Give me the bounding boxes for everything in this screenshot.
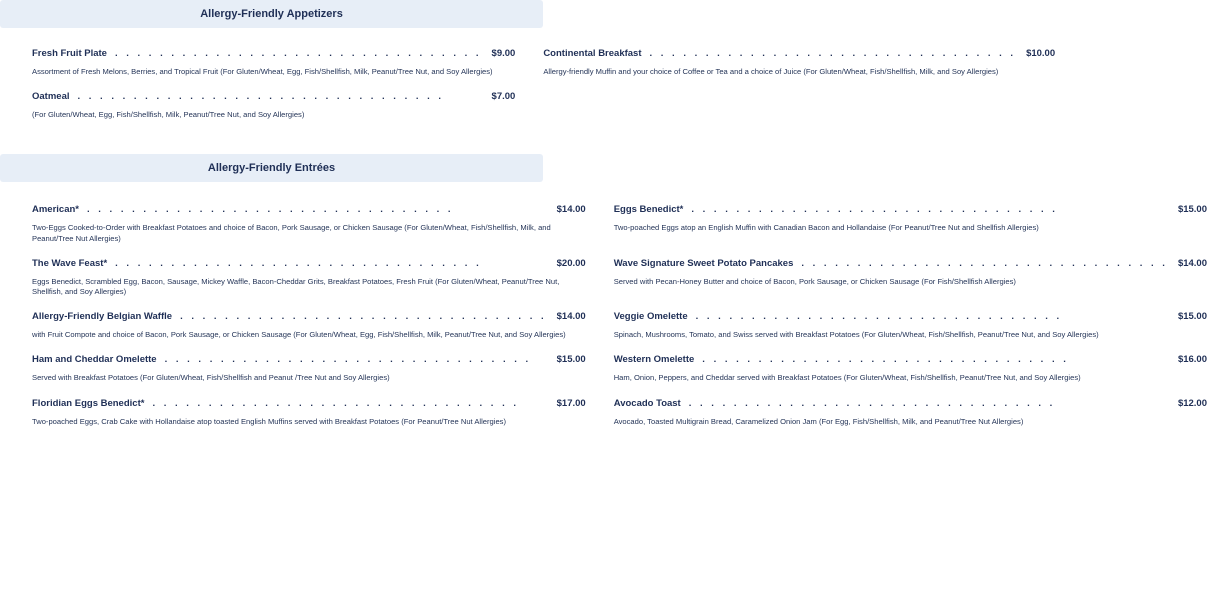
appetizers-grid — [0, 48, 1056, 134]
menu-item — [614, 354, 1207, 383]
menu-item-description: with Fruit Compote and choice of Bacon, Pork Sausage, or Chicken Sausage (For Gluten/Wheat, Egg, Fish/Shellfish, Milk, Peanut/Tree Nut, and Soy Allergies) — [32, 330, 566, 340]
menu-item — [614, 258, 1207, 297]
menu-item-price: $10.00 — [1026, 48, 1056, 59]
menu-item — [543, 48, 1055, 77]
menu-item — [32, 311, 586, 340]
section-header-appetizers — [0, 0, 543, 28]
menu-item — [614, 204, 1207, 243]
menu-item-name: Floridian Eggs Benedict* — [32, 397, 145, 409]
dot-leader: . . . . . . . . . . . . . . . . . . . . . . . . . . . . . . . . . — [180, 311, 547, 323]
menu-item-name: Ham and Cheddar Omelette — [32, 354, 157, 366]
menu-item-name: Eggs Benedict* — [613, 204, 684, 216]
menu-item-description: Eggs Benedict, Scrambled Egg, Bacon, Sausage, Mickey Waffle, Bacon-Cheddar Grits, Breakfast Potatoes, Fresh Fruit (For Gluten/Wheat, Peanut/Tree Nut, Shellfish, and Soy Allergies) — [32, 276, 560, 297]
menu-item — [32, 354, 586, 383]
dot-leader: . . . . . . . . . . . . . . . . . . . . . . . . . . . . . . . . . — [649, 48, 1017, 59]
menu-item-name: Fresh Fruit Plate — [32, 48, 107, 59]
menu-item-description: Served with Breakfast Potatoes (For Gluten/Wheat, Fish/Shellfish and Peanut /Tree Nut and Soy Allergies) — [32, 373, 390, 383]
menu-item-price: $15.00 — [1177, 204, 1207, 216]
menu-item-name: Avocado Toast — [613, 397, 681, 409]
entrees-grid — [0, 204, 1207, 440]
menu-item — [32, 48, 515, 77]
menu-item-description: Ham, Onion, Peppers, and Cheddar served with Breakfast Potatoes (For Gluten/Wheat, Fish/Shellfish, Peanut/Tree Nut, and Soy Allergies) — [613, 373, 1081, 383]
menu-item-description: (For Gluten/Wheat, Egg, Fish/Shellfish, Milk, Peanut/Tree Nut, and Soy Allergies) — [32, 110, 305, 120]
menu-item-price: $9.00 — [491, 48, 516, 59]
menu-item-price: $14.00 — [556, 204, 586, 216]
dot-leader: . . . . . . . . . . . . . . . . . . . . . . . . . . . . . . . . . — [164, 354, 532, 366]
menu-item-name: Veggie Omelette — [613, 311, 688, 323]
section-title: Allergy-Friendly Entrées — [207, 162, 336, 175]
section-title: Allergy-Friendly Appetizers — [200, 8, 343, 20]
menu-item-description: Two-poached Eggs atop an English Muffin with Canadian Bacon and Hollandaise (For Peanut/Tree Nut and Shellfish Allergies) — [613, 223, 1039, 233]
dot-leader: . . . . . . . . . . . . . . . . . . . . . . . . . . . . . . . . . — [77, 91, 445, 103]
dot-leader: . . . . . . . . . . . . . . . . . . . . . . . . . . . . . . . . . — [115, 257, 482, 269]
menu-item-description: Served with Pecan-Honey Butter and choice of Bacon, Pork Sausage, or Chicken Sausage (For Fish/Shellfish Allergies) — [613, 276, 1016, 286]
menu-item — [614, 398, 1207, 427]
menu-item-description: Allergy-friendly Muffin and your choice of Coffee or Tea and a choice of Juice (For Gluten/Wheat, Fish/Shellfish, Milk, and Soy Allergies) — [543, 67, 999, 76]
menu-item-price: $14.00 — [1177, 257, 1207, 269]
menu-item-price: $7.00 — [491, 91, 516, 103]
dot-leader: . . . . . . . . . . . . . . . . . . . . . . . . . . . . . . . . . — [114, 48, 482, 59]
menu-item-name: Western Omelette — [613, 354, 695, 366]
menu-item-name: American* — [32, 204, 79, 216]
menu-item-price: $12.00 — [1177, 397, 1207, 409]
menu-item-price: $15.00 — [1177, 311, 1207, 323]
menu-item — [32, 258, 586, 297]
menu-item-name: Allergy-Friendly Belgian Waffle — [32, 311, 173, 323]
menu-item-description: Avocado, Toasted Multigrain Bread, Caramelized Onion Jam (For Egg, Fish/Shellfish, Milk, and Peanut/Tree Nut Allergies) — [613, 416, 1024, 426]
menu-item — [32, 204, 586, 243]
menu-item-name: Wave Signature Sweet Potato Pancakes — [613, 257, 794, 269]
dot-leader: . . . . . . . . . . . . . . . . . . . . . . . . . . . . . . . . . — [702, 354, 1069, 366]
dot-leader: . . . . . . . . . . . . . . . . . . . . . . . . . . . . . . . . . — [87, 204, 454, 216]
dot-leader: . . . . . . . . . . . . . . . . . . . . . . . . . . . . . . . . . — [801, 257, 1168, 269]
menu-item-description: Two-Eggs Cooked-to-Order with Breakfast Potatoes and choice of Bacon, Pork Sausage, or Chicken Sausage (For Gluten/Wheat, Fish/Shellfish, Milk, and Peanut/Tree Nut Allergies) — [32, 223, 551, 243]
menu-item-price: $15.00 — [556, 354, 586, 366]
menu-item-price: $20.00 — [556, 257, 586, 269]
menu-item-description: Assortment of Fresh Melons, Berries, and Tropical Fruit (For Gluten/Wheat, Egg, Fish/Shellfish, Milk, Peanut/Tree Nut, and Soy Allergies) — [32, 67, 493, 76]
section-header-entrees — [0, 154, 543, 182]
menu-item — [32, 398, 586, 427]
menu-item-name: Continental Breakfast — [543, 48, 642, 59]
menu-item-name: The Wave Feast* — [32, 257, 108, 269]
menu-item-price: $14.00 — [556, 311, 586, 323]
dot-leader: . . . . . . . . . . . . . . . . . . . . . . . . . . . . . . . . . — [152, 397, 519, 409]
menu-item-name: Oatmeal — [32, 91, 70, 103]
menu-item-price: $17.00 — [556, 397, 586, 409]
menu-item-description: Spinach, Mushrooms, Tomato, and Swiss served with Breakfast Potatoes (For Gluten/Wheat, Fish/Shellfish, Peanut/Tree Nut, and Soy Allergies) — [613, 330, 1099, 340]
dot-leader: . . . . . . . . . . . . . . . . . . . . . . . . . . . . . . . . . — [691, 204, 1058, 216]
dot-leader: . . . . . . . . . . . . . . . . . . . . . . . . . . . . . . . . . — [695, 311, 1063, 323]
menu-item-description: Two-poached Eggs, Crab Cake with Hollandaise atop toasted English Muffins served with Breakfast Potatoes (For Peanut/Tree Nut Allergies) — [32, 416, 507, 426]
menu-item — [614, 311, 1207, 340]
dot-leader: . . . . . . . . . . . . . . . . . . . . . . . . . . . . . . . . . — [688, 397, 1056, 409]
menu-item — [32, 91, 515, 120]
menu-item-price: $16.00 — [1177, 354, 1207, 366]
